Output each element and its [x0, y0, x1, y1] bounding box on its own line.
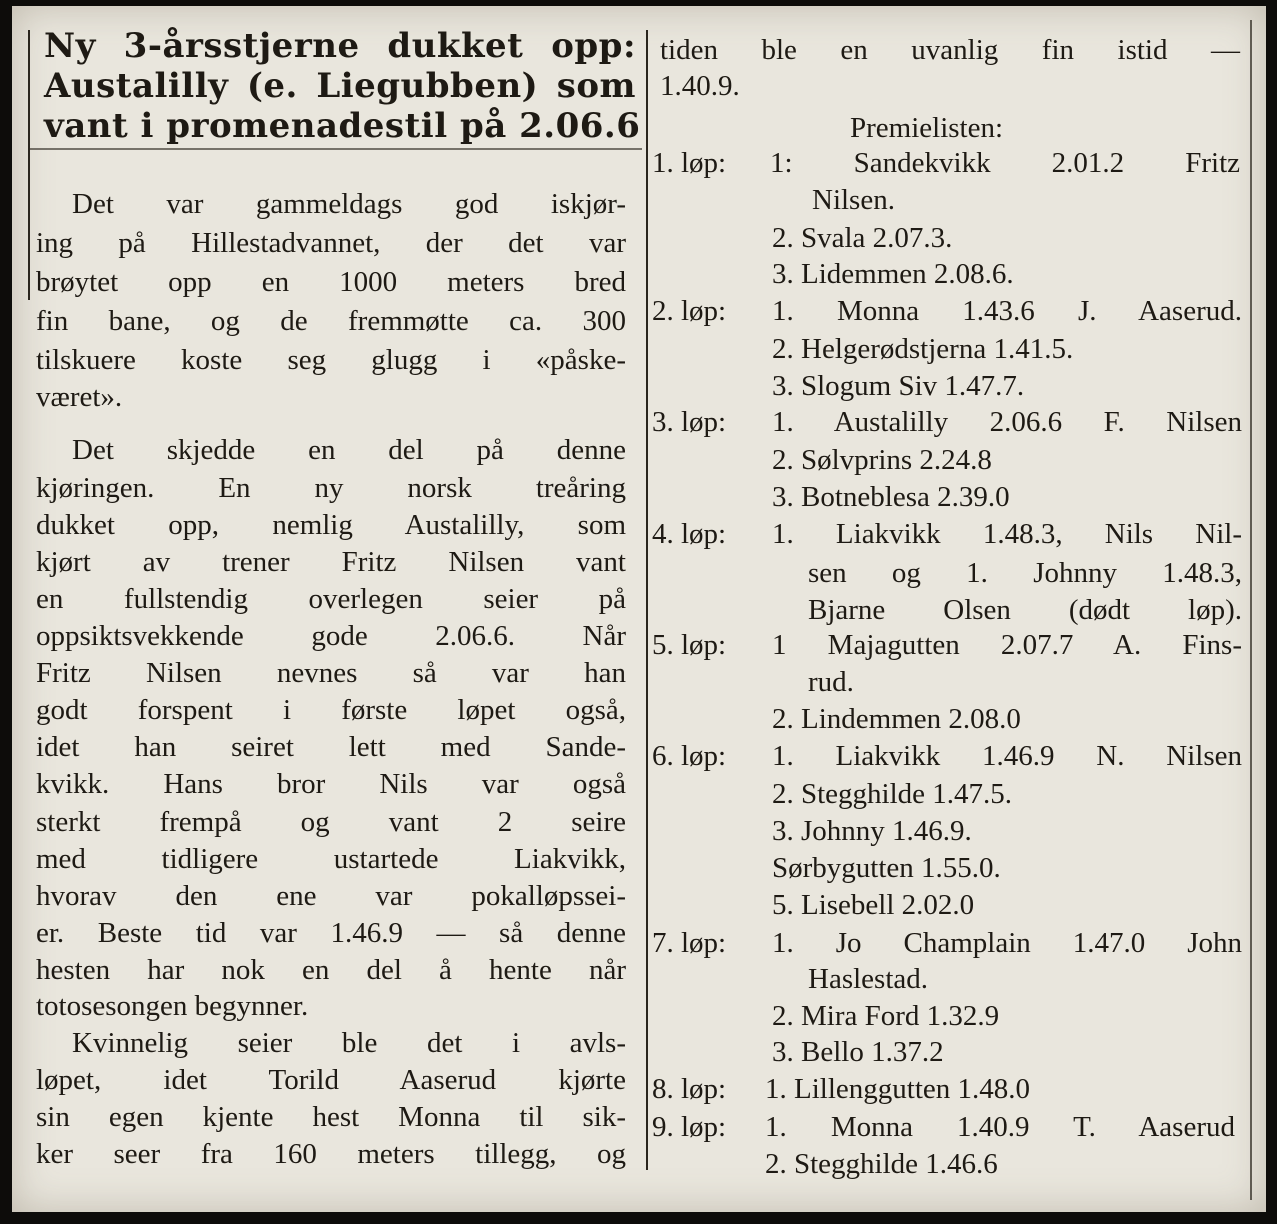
- continuation-line: tiden ble en uvanlig fin istid —: [660, 34, 1240, 66]
- right-border-rule: [1250, 20, 1252, 1200]
- race-entry: Nilsen.: [812, 184, 895, 216]
- headline-line: Austalilly (e. Liegubben) som: [44, 66, 636, 106]
- body-line: hvorav den ene var pokalløpssei-: [36, 880, 626, 912]
- race-entry: 1. Jo Champlain 1.47.0 John: [772, 927, 1242, 959]
- race-entry: 1. Lillenggutten 1.48.0: [765, 1073, 1030, 1105]
- body-line: løpet, idet Torild Aaserud kjørte: [36, 1064, 626, 1096]
- race-entry: 3. Botneblesa 2.39.0: [772, 481, 1010, 513]
- race-entry: 3. Slogum Siv 1.47.7.: [772, 370, 1025, 402]
- race-entry: 3. Lidemmen 2.08.6.: [772, 258, 1014, 290]
- race-entry: 2. Lindemmen 2.08.0: [772, 703, 1021, 735]
- column-divider-rule: [646, 30, 648, 1170]
- race-label: 6. løp:: [652, 740, 727, 772]
- race-label: 8. løp:: [652, 1073, 727, 1105]
- body-line: tilskuere koste seg glugg i «påske-: [36, 344, 626, 376]
- race-entry: 1. Monna 1.43.6 J. Aaserud.: [772, 295, 1242, 327]
- race-entry: 2. Sølvprins 2.24.8: [772, 444, 992, 476]
- continuation-line: 1.40.9.: [660, 70, 740, 102]
- race-entry: 3. Johnny 1.46.9.: [772, 815, 972, 847]
- body-line: totosesongen begynner.: [36, 990, 309, 1022]
- race-label: 7. løp:: [652, 927, 727, 959]
- headline-line: vant i promenadestil på 2.06.6: [44, 106, 641, 146]
- race-label: 3. løp:: [652, 406, 727, 438]
- race-entry: 2. Stegghilde 1.47.5.: [772, 778, 1013, 810]
- race-entry: 1 Majagutten 2.07.7 A. Fins-: [772, 629, 1242, 661]
- body-line: Det skjedde en del på denne: [72, 434, 626, 466]
- body-line: fin bane, og de fremmøtte ca. 300: [36, 305, 626, 337]
- body-line: ing på Hillestadvannet, der det var: [36, 227, 626, 259]
- body-line: Kvinnelig seier ble det i avls-: [72, 1027, 626, 1059]
- race-entry: 2. Stegghilde 1.46.6: [765, 1148, 998, 1180]
- race-entry: 3. Bello 1.37.2: [772, 1036, 944, 1068]
- race-label: 4. løp:: [652, 518, 727, 550]
- headline-underline-rule: [30, 148, 642, 150]
- race-entry: 2. Svala 2.07.3.: [772, 222, 953, 254]
- body-line: dukket opp, nemlig Austalilly, som: [36, 509, 626, 541]
- body-line: oppsiktsvekkende gode 2.06.6. Når: [36, 620, 626, 652]
- race-entry: 1. Liakvikk 1.48.3, Nils Nil-: [772, 518, 1242, 550]
- body-line: med tidligere ustartede Liakvikk,: [36, 843, 626, 875]
- body-line: er. Beste tid var 1.46.9 — så denne: [36, 917, 626, 949]
- race-entry: 2. Helgerødstjerna 1.41.5.: [772, 333, 1074, 365]
- race-entry: Bjarne Olsen (dødt løp).: [808, 594, 1242, 626]
- race-entry: 1: Sandekvikk 2.01.2 Fritz: [770, 147, 1240, 179]
- body-line: ker seer fra 160 meters tillegg, og: [36, 1138, 626, 1170]
- article-headline: [44, 26, 641, 146]
- race-entry: Sørbygutten 1.55.0.: [772, 852, 1001, 884]
- left-border-rule: [28, 30, 30, 300]
- body-line: sin egen kjente hest Monna til sik-: [36, 1101, 626, 1133]
- race-entry: 1. Austalilly 2.06.6 F. Nilsen: [772, 406, 1242, 438]
- body-line: idet han seiret lett med Sande-: [36, 731, 626, 763]
- body-line: kjørt av trener Fritz Nilsen vant: [36, 546, 626, 578]
- race-entry: 1. Liakvikk 1.46.9 N. Nilsen: [772, 740, 1242, 772]
- body-line: godt forspent i første løpet også,: [36, 694, 626, 726]
- body-line: Fritz Nilsen nevnes så var han: [36, 657, 626, 689]
- race-entry: Haslestad.: [808, 963, 928, 995]
- body-line: kvikk. Hans bror Nils var også: [36, 768, 626, 800]
- body-line: kjøringen. En ny norsk treåring: [36, 472, 626, 504]
- race-label: 9. løp:: [652, 1111, 727, 1143]
- body-line: brøytet opp en 1000 meters bred: [36, 266, 626, 298]
- race-label: 2. løp:: [652, 295, 727, 327]
- race-entry: 1. Monna 1.40.9 T. Aaserud: [765, 1111, 1235, 1143]
- race-entry: sen og 1. Johnny 1.48.3,: [808, 557, 1242, 589]
- body-line: Det var gammeldags god iskjør-: [72, 188, 626, 220]
- race-entry: rud.: [808, 666, 854, 698]
- body-line: en fullstendig overlegen seier på: [36, 583, 626, 615]
- results-heading: Premielisten:: [850, 112, 1004, 144]
- race-label: 5. løp:: [652, 629, 727, 661]
- race-label: 1. løp:: [652, 147, 727, 179]
- race-entry: 2. Mira Ford 1.32.9: [772, 1000, 1000, 1032]
- body-line: hesten har nok en del å hente når: [36, 954, 626, 986]
- headline-line: Ny 3-årsstjerne dukket opp:: [44, 26, 636, 66]
- body-line: sterkt frempå og vant 2 seire: [36, 806, 626, 838]
- body-line: været».: [36, 381, 123, 413]
- race-entry: 5. Lisebell 2.02.0: [772, 889, 975, 921]
